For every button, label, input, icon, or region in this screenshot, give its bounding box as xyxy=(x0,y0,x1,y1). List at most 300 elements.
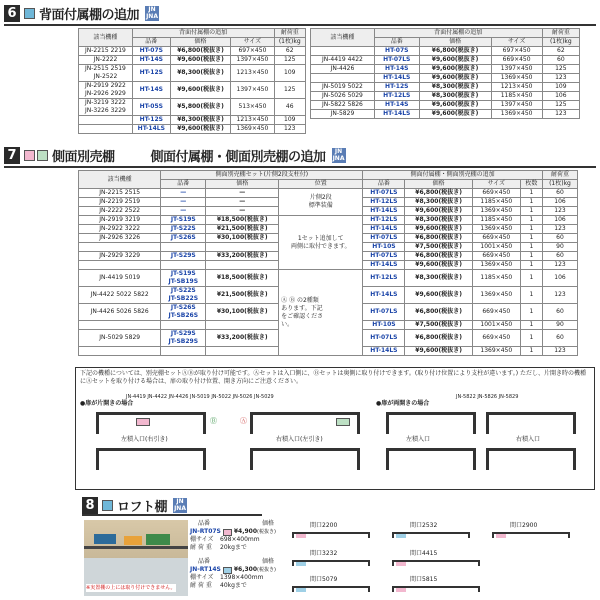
table-cell: JN-2919 3219 xyxy=(79,216,161,225)
table-cell: JN-2215 2515 xyxy=(79,189,161,198)
table-cell: JT-S19S xyxy=(161,216,206,225)
opening-label: 間口2200 xyxy=(310,522,338,529)
table-cell: 1 xyxy=(520,243,542,252)
table-cell: 1 xyxy=(520,252,542,261)
photo-shelf xyxy=(84,546,188,549)
table-cell: 1369×450 xyxy=(491,110,542,119)
diagram-left-1 xyxy=(96,412,206,434)
table-cell: ¥8,300(税抜き) xyxy=(419,83,491,92)
table-cell: — xyxy=(206,198,279,207)
loft-shelf-mark xyxy=(296,588,306,592)
table-cell: ¥8,300(税抜き) xyxy=(405,216,472,225)
table-cell: 1 xyxy=(520,198,542,207)
size-value: 698×400mm xyxy=(220,536,260,543)
label-l1: 左積入口(右引き) xyxy=(121,436,168,443)
table-cell: 90 xyxy=(542,243,577,252)
table-row xyxy=(311,110,580,119)
section-8-header xyxy=(82,496,187,514)
opening-diagram xyxy=(392,550,480,572)
table-cell: 品番 xyxy=(374,38,419,47)
table-cell xyxy=(206,261,279,270)
table-cell: 60 xyxy=(542,330,577,347)
table-cell: — xyxy=(206,189,279,198)
table-cell: 669×450 xyxy=(472,330,520,347)
models-left: JN-4419 JN-4422 JN-4426 JN-5019 JN-5022 JN-5026 JN-5029 xyxy=(126,394,274,400)
load-value: 40kgまで xyxy=(220,582,247,589)
divider xyxy=(4,166,596,168)
table-cell: JN-4426 xyxy=(311,65,375,74)
table-cell xyxy=(311,74,375,83)
table-cell: ¥7,500(税抜き) xyxy=(405,321,472,330)
table-cell: 125 xyxy=(542,65,579,74)
table-cell: 697×450 xyxy=(231,47,274,56)
color-swatch xyxy=(24,150,35,161)
table-cell: — xyxy=(161,207,206,216)
table-cell: JN-4419 4422 xyxy=(311,56,375,65)
table-cell: 1369×450 xyxy=(491,74,542,83)
table-row xyxy=(79,82,306,99)
table-cell: 1185×450 xyxy=(472,270,520,287)
color-swatch xyxy=(102,500,113,511)
table-cell: 背面付属棚の追加 xyxy=(132,29,274,38)
table-cell: JT-S22S JT-SB22S xyxy=(161,287,206,304)
section-title: 側面別売棚 xyxy=(52,149,115,165)
load-label: 耐 荷 重 xyxy=(190,544,212,551)
table-row xyxy=(79,189,578,198)
table-cell: ¥8,300(税抜き) xyxy=(170,116,231,125)
table-cell: HT-07LS xyxy=(363,304,405,321)
a-mark: Ⓐ xyxy=(240,417,247,425)
table-cell: HT-14LS xyxy=(363,347,405,356)
table-cell: ¥9,600(税抜き) xyxy=(419,74,491,83)
label-r2: 右積入口 xyxy=(516,436,541,443)
table-cell: JN-4422 5022 5822 xyxy=(79,287,161,304)
table-cell: 1397×450 xyxy=(491,101,542,110)
table-cell: ¥7,500(税抜き) xyxy=(405,243,472,252)
table-row xyxy=(79,125,306,134)
table-cell: 106 xyxy=(542,198,577,207)
table-cell: 109 xyxy=(542,83,579,92)
size-value: 1398×400mm xyxy=(220,574,264,581)
table-row xyxy=(311,92,580,101)
price-label: 価格 xyxy=(261,558,274,565)
table-cell xyxy=(206,347,279,356)
table-cell: 123 xyxy=(542,74,579,83)
label-l2: 右積入口(左引き) xyxy=(276,436,323,443)
table-cell xyxy=(79,321,161,330)
table-cell: 1 xyxy=(520,287,542,304)
table-cell: HT-14LS xyxy=(132,125,170,134)
table-row xyxy=(79,65,306,82)
table-cell: ¥9,600(税抜き) xyxy=(405,225,472,234)
table-cell: 耐荷重 xyxy=(542,29,579,38)
table-cell: ¥9,600(税抜き) xyxy=(405,347,472,356)
table-row xyxy=(79,56,306,65)
loft-shelf-mark xyxy=(296,534,306,538)
table-cell: 該当機種 xyxy=(79,171,161,189)
table-cell: ¥9,600(税抜き) xyxy=(170,82,231,99)
table-cell: ¥33,200(税抜き) xyxy=(206,252,279,261)
jn-badge: JN JNA xyxy=(174,498,186,512)
table-cell: ¥8,300(税抜き) xyxy=(405,270,472,287)
table-cell: ¥6,800(税抜き) xyxy=(405,252,472,261)
diagram-right-3 xyxy=(386,448,476,470)
table-cell: ¥9,600(税抜き) xyxy=(419,110,491,119)
section-title: 背面付属棚の追加 xyxy=(39,7,140,23)
table-cell: ¥9,600(税抜き) xyxy=(419,65,491,74)
table-cell: JN-5829 xyxy=(311,110,375,119)
table-cell: HT-12S xyxy=(132,116,170,125)
table-cell: HT-12S xyxy=(132,65,170,82)
table-cell: ¥30,100(税抜き) xyxy=(206,304,279,321)
section-6-header xyxy=(4,4,159,22)
table-cell: 1397×450 xyxy=(231,82,274,99)
photo-note: ※実置棚の上には取り付けできません。 xyxy=(86,585,176,591)
table-cell: HT-12LS xyxy=(363,270,405,287)
table-cell: 1 xyxy=(520,321,542,330)
table-cell: ¥33,200(税抜き) xyxy=(206,330,279,347)
table-cell: ¥5,800(税抜き) xyxy=(170,99,231,116)
table-cell xyxy=(161,261,206,270)
price-label: 価格 xyxy=(261,520,274,527)
load-label: 耐 荷 重 xyxy=(190,582,212,589)
table-cell: 枚数 xyxy=(520,180,542,189)
table-cell: (1枚)kg xyxy=(542,38,579,47)
table-cell: 1001×450 xyxy=(472,321,520,330)
table-cell: HT-07LS xyxy=(363,330,405,347)
color-swatch xyxy=(24,8,35,19)
header-row xyxy=(311,29,580,38)
table-cell: サイズ xyxy=(491,38,542,47)
table-cell xyxy=(79,116,133,125)
table-cell: 品番 xyxy=(132,38,170,47)
table-cell: HT-12LS xyxy=(363,216,405,225)
table-cell: 125 xyxy=(542,101,579,110)
table-cell xyxy=(79,347,161,356)
table-cell: JT-S29S xyxy=(161,252,206,261)
table-cell: 669×450 xyxy=(472,252,520,261)
table-cell: 106 xyxy=(542,270,577,287)
table-cell: JN-5026 5029 xyxy=(311,92,375,101)
table-row xyxy=(311,74,580,83)
table-cell: 123 xyxy=(274,125,306,134)
table-cell: JT-S29S JT-SB29S xyxy=(161,330,206,347)
loft-shelf-mark xyxy=(296,562,306,566)
table-cell: 価格 xyxy=(206,180,279,189)
size-label: 棚サイズ xyxy=(190,574,214,581)
tax-note: (税抜き) xyxy=(257,529,276,535)
table-cell: 耐荷重 xyxy=(542,171,577,180)
table-cell: JN-2929 3229 xyxy=(79,252,161,261)
table-cell: 1001×450 xyxy=(472,243,520,252)
table-cell: ¥9,600(税抜き) xyxy=(405,261,472,270)
table-cell: 品番 xyxy=(363,180,405,189)
label-r1: 左積入口 xyxy=(406,436,431,443)
loft-product-1 xyxy=(190,520,282,552)
table-7 xyxy=(78,170,578,356)
table-cell: ¥6,800(税抜き) xyxy=(170,47,231,56)
table-cell: 669×450 xyxy=(491,56,542,65)
table-cell: ¥21,500(税抜き) xyxy=(206,287,279,304)
product-code: JN-RT07S xyxy=(190,528,221,535)
table-cell: 125 xyxy=(274,56,306,65)
table-cell: 1 xyxy=(520,304,542,321)
divider xyxy=(4,24,596,26)
table-6-right xyxy=(310,28,580,119)
table-cell: 106 xyxy=(542,216,577,225)
product-code: JN-RT14S xyxy=(190,566,221,573)
table-cell: 60 xyxy=(542,252,577,261)
section-title: ロフト棚 xyxy=(117,499,168,515)
opening-diagram xyxy=(492,522,570,544)
table-cell: ¥6,800(税抜き) xyxy=(419,47,491,56)
table-cell: — xyxy=(161,198,206,207)
table-cell: 60 xyxy=(542,56,579,65)
table-cell: JN-3219 3222 JN-3226 3229 xyxy=(79,99,133,116)
table-cell: 125 xyxy=(274,82,306,99)
table-cell: ¥8,300(税抜き) xyxy=(419,92,491,101)
table-cell: HT-14LS xyxy=(363,261,405,270)
table-cell: ¥6,800(税抜き) xyxy=(405,234,472,243)
table-cell: 669×450 xyxy=(472,234,520,243)
table-cell: (1枚)kg xyxy=(274,38,306,47)
table-cell: 1369×450 xyxy=(472,225,520,234)
opening-label: 間口5079 xyxy=(310,576,338,583)
opening-diagram xyxy=(292,576,370,598)
table-cell: 46 xyxy=(274,99,306,116)
left-title: ●扉が片開きの場合 xyxy=(80,400,134,407)
section-number: 6 xyxy=(4,5,20,22)
table-cell: ¥9,600(税抜き) xyxy=(419,101,491,110)
table-cell: JN-2926 3226 xyxy=(79,234,161,243)
table-cell: JN-2515 2519 JN-2522 xyxy=(79,65,133,82)
photo-box xyxy=(94,534,116,544)
table-cell: 109 xyxy=(274,65,306,82)
table-cell: HT-10S xyxy=(363,243,405,252)
table-row xyxy=(79,216,578,225)
table-row xyxy=(79,270,578,287)
diagram-right-2 xyxy=(486,412,576,434)
table-cell: 123 xyxy=(542,110,579,119)
table-cell: 123 xyxy=(542,347,577,356)
table-cell: ¥18,500(税抜き) xyxy=(206,270,279,287)
loft-product-2 xyxy=(190,558,282,590)
loft-photo xyxy=(84,520,188,596)
table-cell xyxy=(311,47,375,56)
table-cell: 1397×450 xyxy=(231,56,274,65)
table-row xyxy=(79,116,306,125)
table-cell: HT-12LS xyxy=(374,92,419,101)
table-cell: 位置 xyxy=(279,180,363,189)
table-cell: 価格 xyxy=(419,38,491,47)
table-cell: Ⓐ Ⓑ の2種類 あります。下記 をご確認くださ い。 xyxy=(279,270,363,356)
table-cell: 1369×450 xyxy=(472,347,520,356)
table-cell: ¥8,300(税抜き) xyxy=(170,65,231,82)
opening-diagram xyxy=(292,550,370,572)
table-cell: 123 xyxy=(542,225,577,234)
section-7-header xyxy=(4,146,346,164)
section-subtitle: 側面付属棚・側面別売棚の追加 xyxy=(150,149,326,165)
table-cell: HT-14S xyxy=(374,101,419,110)
table-cell: JN-2222 2522 xyxy=(79,207,161,216)
table-cell: 1 xyxy=(520,270,542,287)
models-right: JN-5822 JN-5826 JN-5829 xyxy=(456,394,519,400)
color-swatch xyxy=(37,150,48,161)
table-cell: JT-S22S xyxy=(161,225,206,234)
table-cell: HT-14S xyxy=(132,56,170,65)
table-cell: 1 xyxy=(520,207,542,216)
table-cell: 62 xyxy=(274,47,306,56)
table-cell: ¥21,500(税抜き) xyxy=(206,225,279,234)
table-row xyxy=(79,47,306,56)
table-cell: 123 xyxy=(542,207,577,216)
table-cell: ¥6,800(税抜き) xyxy=(405,189,472,198)
table-cell: 1 xyxy=(520,225,542,234)
table-cell: HT-07S xyxy=(132,47,170,56)
header-row xyxy=(79,29,306,38)
notice-box xyxy=(75,367,595,490)
table-cell: JN-2219 2519 xyxy=(79,198,161,207)
table-cell: 106 xyxy=(542,92,579,101)
jn-badge: JN JNA xyxy=(146,6,158,20)
table-cell: ¥18,500(税抜き) xyxy=(206,216,279,225)
section-number: 8 xyxy=(82,497,98,514)
table-cell: JN-5822 5826 xyxy=(311,101,375,110)
table-cell: HT-14S xyxy=(132,82,170,99)
table-cell: JN-2919 2922 JN-2926 2929 xyxy=(79,82,133,99)
table-cell: 1213×450 xyxy=(231,65,274,82)
table-cell: 513×450 xyxy=(231,99,274,116)
code-label: 品番 xyxy=(198,558,211,565)
table-cell: 60 xyxy=(542,234,577,243)
table-cell: JN-4419 5019 xyxy=(79,270,161,287)
table-cell: 1369×450 xyxy=(231,125,274,134)
table-row xyxy=(311,101,580,110)
header-row xyxy=(79,171,578,180)
table-cell: 側面付属棚・側面別売棚の追加 xyxy=(363,171,543,180)
table-row xyxy=(311,56,580,65)
table-cell: — xyxy=(206,207,279,216)
loft-shelf-mark xyxy=(496,534,506,538)
shelf-a-mark xyxy=(136,418,150,426)
table-cell: 123 xyxy=(542,287,577,304)
table-row xyxy=(311,65,580,74)
table-cell: HT-12LS xyxy=(363,198,405,207)
table-cell: HT-14LS xyxy=(374,110,419,119)
table-cell: 品番 xyxy=(161,180,206,189)
table-cell: JT-S19S JT-SB19S xyxy=(161,270,206,287)
table-cell: 該当機種 xyxy=(311,29,375,47)
table-cell xyxy=(206,243,279,252)
loft-shelf-mark xyxy=(396,588,406,592)
table-cell: 60 xyxy=(542,304,577,321)
table-cell: 123 xyxy=(542,261,577,270)
table-cell: 1 xyxy=(520,261,542,270)
opening-diagram xyxy=(292,522,370,544)
table-cell xyxy=(161,321,206,330)
opening-label: 間口3232 xyxy=(310,550,338,557)
table-cell: 697×450 xyxy=(491,47,542,56)
size-label: 棚サイズ xyxy=(190,536,214,543)
table-cell: HT-05S xyxy=(132,99,170,116)
shelf-b-mark xyxy=(336,418,350,426)
table-row xyxy=(311,47,580,56)
table-cell xyxy=(79,125,133,134)
table-cell: HT-14LS xyxy=(363,287,405,304)
table-cell: 1 xyxy=(520,189,542,198)
table-cell: ¥8,300(税抜き) xyxy=(405,198,472,207)
table-cell: HT-10S xyxy=(363,321,405,330)
table-cell: 1185×450 xyxy=(472,216,520,225)
right-title: ●扉が両開きの場合 xyxy=(376,400,430,407)
table-cell: JT-S26S JT-SB26S xyxy=(161,304,206,321)
table-cell: 1185×450 xyxy=(472,198,520,207)
table-cell xyxy=(79,243,161,252)
opening-label: 間口4415 xyxy=(410,550,438,557)
table-cell: HT-07LS xyxy=(363,234,405,243)
divider xyxy=(82,514,262,516)
code-label: 品番 xyxy=(198,520,211,527)
table-row xyxy=(79,99,306,116)
table-cell: 該当機種 xyxy=(79,29,133,47)
diagram-left-4 xyxy=(250,448,360,470)
table-cell: 片側2段 標準装備 xyxy=(279,189,363,216)
table-cell: 価格 xyxy=(170,38,231,47)
table-cell: サイズ xyxy=(472,180,520,189)
section-number: 7 xyxy=(4,147,20,164)
jn-badge: JN JNA xyxy=(332,148,345,162)
table-cell xyxy=(161,347,206,356)
table-cell: HT-07LS xyxy=(363,252,405,261)
opening-label: 間口5815 xyxy=(410,576,438,583)
table-cell: 62 xyxy=(542,47,579,56)
tax-note: (税抜き) xyxy=(257,567,276,573)
table-cell: 1369×450 xyxy=(472,287,520,304)
table-cell: 1 xyxy=(520,216,542,225)
load-value: 20kgまで xyxy=(220,544,247,551)
opening-diagram xyxy=(392,576,480,598)
table-cell: JN-4426 5026 5826 xyxy=(79,304,161,321)
opening-diagram xyxy=(392,522,470,544)
table-cell: ¥9,600(税抜き) xyxy=(170,125,231,134)
table-cell: 1185×450 xyxy=(491,92,542,101)
product-price: ¥6,300 xyxy=(233,566,258,573)
table-cell: 価格 xyxy=(405,180,472,189)
product-price: ¥4,900 xyxy=(233,528,258,535)
table-cell: 669×450 xyxy=(472,304,520,321)
table-cell: サイズ xyxy=(231,38,274,47)
table-cell: 60 xyxy=(542,189,577,198)
color-swatch xyxy=(223,567,232,574)
table-cell xyxy=(161,243,206,252)
table-cell: JN-2922 3222 xyxy=(79,225,161,234)
table-cell: 109 xyxy=(274,116,306,125)
loft-shelf-mark xyxy=(396,534,406,538)
photo-box xyxy=(146,534,170,545)
diagram-right-4 xyxy=(486,448,576,470)
diagram-left-3 xyxy=(96,448,206,470)
table-cell: ¥9,600(税抜き) xyxy=(170,56,231,65)
table-cell: ¥6,800(税抜き) xyxy=(405,304,472,321)
table-row xyxy=(311,83,580,92)
table-cell: HT-14LS xyxy=(363,207,405,216)
table-cell: JN-2215 2219 xyxy=(79,47,133,56)
table-cell: 90 xyxy=(542,321,577,330)
table-cell: 1397×450 xyxy=(491,65,542,74)
table-cell: HT-14LS xyxy=(374,74,419,83)
opening-label: 間口2532 xyxy=(410,522,438,529)
color-swatch xyxy=(223,529,232,536)
